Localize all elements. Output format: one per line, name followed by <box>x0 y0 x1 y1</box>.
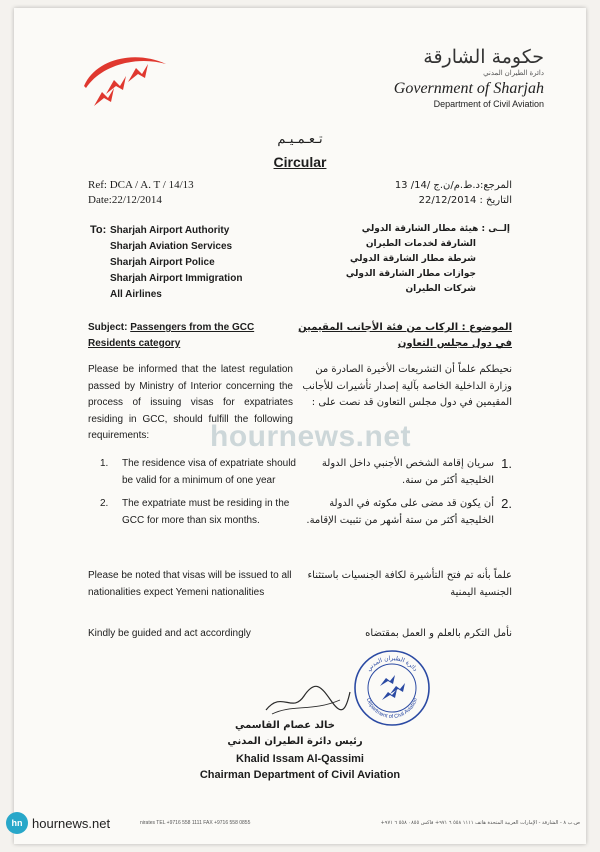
government-name: Government of Sharjah <box>393 80 544 97</box>
recipient-item-arabic: الشارقة لخدمات الطيران <box>365 239 476 249</box>
sharjah-aviation-logo <box>76 48 172 110</box>
svg-text:Department of Civil Aviation <box>365 697 419 720</box>
reference-block-arabic <box>395 178 512 208</box>
subject-line <box>88 320 288 352</box>
footer-contact: nirates TEL +9716 558 1111 FAX +9716 558 0855 <box>140 820 251 826</box>
recipient-item-arabic: هيئة مطار الشارقة الدولي <box>361 224 479 234</box>
list-item-text: The expatriate must be residing in the GCC for more than six months. <box>122 498 290 526</box>
recipient-item-arabic: شرطة مطار الشارقة الدولي <box>350 254 476 264</box>
circular-title-arabic: تـعـمـيـم <box>277 132 323 147</box>
department-name: Department of Civil Aviation <box>433 99 544 109</box>
closing-line: Kindly be guided and act accordingly <box>88 628 251 639</box>
government-name-arabic: حكومة الشارقة <box>423 46 544 68</box>
signatory-title-arabic: رئيس دائرة الطيران المدني <box>227 736 363 747</box>
recipients-arabic <box>310 222 510 297</box>
reference-number: Ref: DCA / A. T / 14/13 <box>88 179 194 191</box>
site-brand[interactable] <box>6 812 110 834</box>
list-item-arabic <box>302 496 512 529</box>
subject-label: Subject: <box>88 322 128 333</box>
list-item-number: 2. <box>100 498 109 509</box>
letterhead <box>364 46 544 109</box>
stamp-arabic: دائرة الطيران المدني <box>365 654 419 673</box>
reference-block <box>88 178 194 208</box>
to-label: To: <box>90 224 107 236</box>
recipient-item-arabic: جوازات مطار الشارقة الدولي <box>345 269 476 279</box>
reference-date: Date:22/12/2014 <box>88 194 162 206</box>
body-intro: Please be informed that the latest regulation passed by Ministry of Interior concerning the process of issuing visas for expatriates residing in GCC, should fulfill the following requirements: <box>88 364 293 441</box>
handwritten-signature <box>262 680 352 720</box>
brand-logo-icon: hn <box>6 812 28 834</box>
signatory-title: Chairman Department of Civil Aviation <box>199 769 401 781</box>
watermark: hournews.net <box>210 420 412 453</box>
recipient-item: All Airlines <box>110 289 162 300</box>
signatory-name: Khalid Issam Al-Qassimi <box>236 753 364 765</box>
list-item-number: 1. <box>100 458 109 469</box>
reference-date-arabic: التاريخ : 22/12/2014 <box>418 195 512 206</box>
requirements-list <box>100 456 300 536</box>
recipient-item: Sharjah Aviation Services <box>110 241 233 252</box>
requirements-list-arabic <box>302 456 512 536</box>
list-item <box>100 456 300 489</box>
nationality-note: Please be noted that visas will be issued to all nationalities expect Yemeni nationalities <box>88 570 292 598</box>
recipient-item: Sharjah Airport Authority <box>110 225 230 236</box>
list-item-text-arabic: أن يكون قد مضى على مكوثه في الدولة الخليجية أكثر من ستة أشهر من تثبيت الإقامة. <box>306 498 494 526</box>
closing-line-arabic: نأمل التكرم بالعلم و العمل بمقتضاه <box>365 628 512 639</box>
signatory-name-arabic: خالد عصام القاسمي <box>234 720 335 731</box>
to-label-arabic: إلــى : <box>481 224 510 234</box>
department-name-arabic: دائرة الطيران المدني <box>483 70 544 77</box>
list-item-text-arabic: سريان إقامة الشخص الأجنبي داخل الدولة الخليجية أكثر من سنة. <box>321 458 494 486</box>
recipient-item: Sharjah Airport Police <box>110 257 215 268</box>
list-item-arabic <box>302 456 512 489</box>
nationality-note-arabic: علماً بأنه تم فتح التأشيرة لكافة الجنسيات باستثناء الجنسية اليمنية <box>307 570 512 598</box>
list-item-number-arabic: .1 <box>501 456 512 471</box>
list-item <box>100 496 300 529</box>
official-stamp <box>352 648 432 728</box>
list-item-text: The residence visa of expatriate should be valid for a minimum of one year <box>122 458 296 486</box>
recipients <box>90 222 242 303</box>
stamp-english: Department of Civil Aviation <box>364 697 420 721</box>
brand-name: hournews.net <box>32 815 111 831</box>
circular-title: Circular <box>273 154 327 170</box>
list-item-number-arabic: .2 <box>501 496 512 511</box>
subject-text: Passengers from the GCC Residents category <box>88 322 255 349</box>
reference-number-arabic: المرجع:د.ط.م/ن.ج /14/ 13 <box>394 180 512 191</box>
recipient-item-arabic: شركات الطيران <box>405 284 476 294</box>
body-intro-arabic: نحيطكم علماً أن التشريعات الأخيرة الصادرة من وزارة الداخلية الخاصة بآلية إصدار تأشيرات للأجانب المقيمين في دول مجلس التعاون قد نصت على : <box>302 364 512 408</box>
subject-line-arabic: الموضوع : الركاب من فئة الأجانب المقيمين في دول مجلس التعاون <box>298 322 512 349</box>
recipient-item: Sharjah Airport Immigration <box>110 273 243 284</box>
footer-contact-arabic: ص.ب ٨ - الشارقة - الإمارات العربية المتحدة هاتف ١١١١ ٥٥٨ ٦ ٩٧١+ فاكس ٠٨٥٥ ٥٥٨ ٦ ٩٧١+ <box>380 820 580 826</box>
